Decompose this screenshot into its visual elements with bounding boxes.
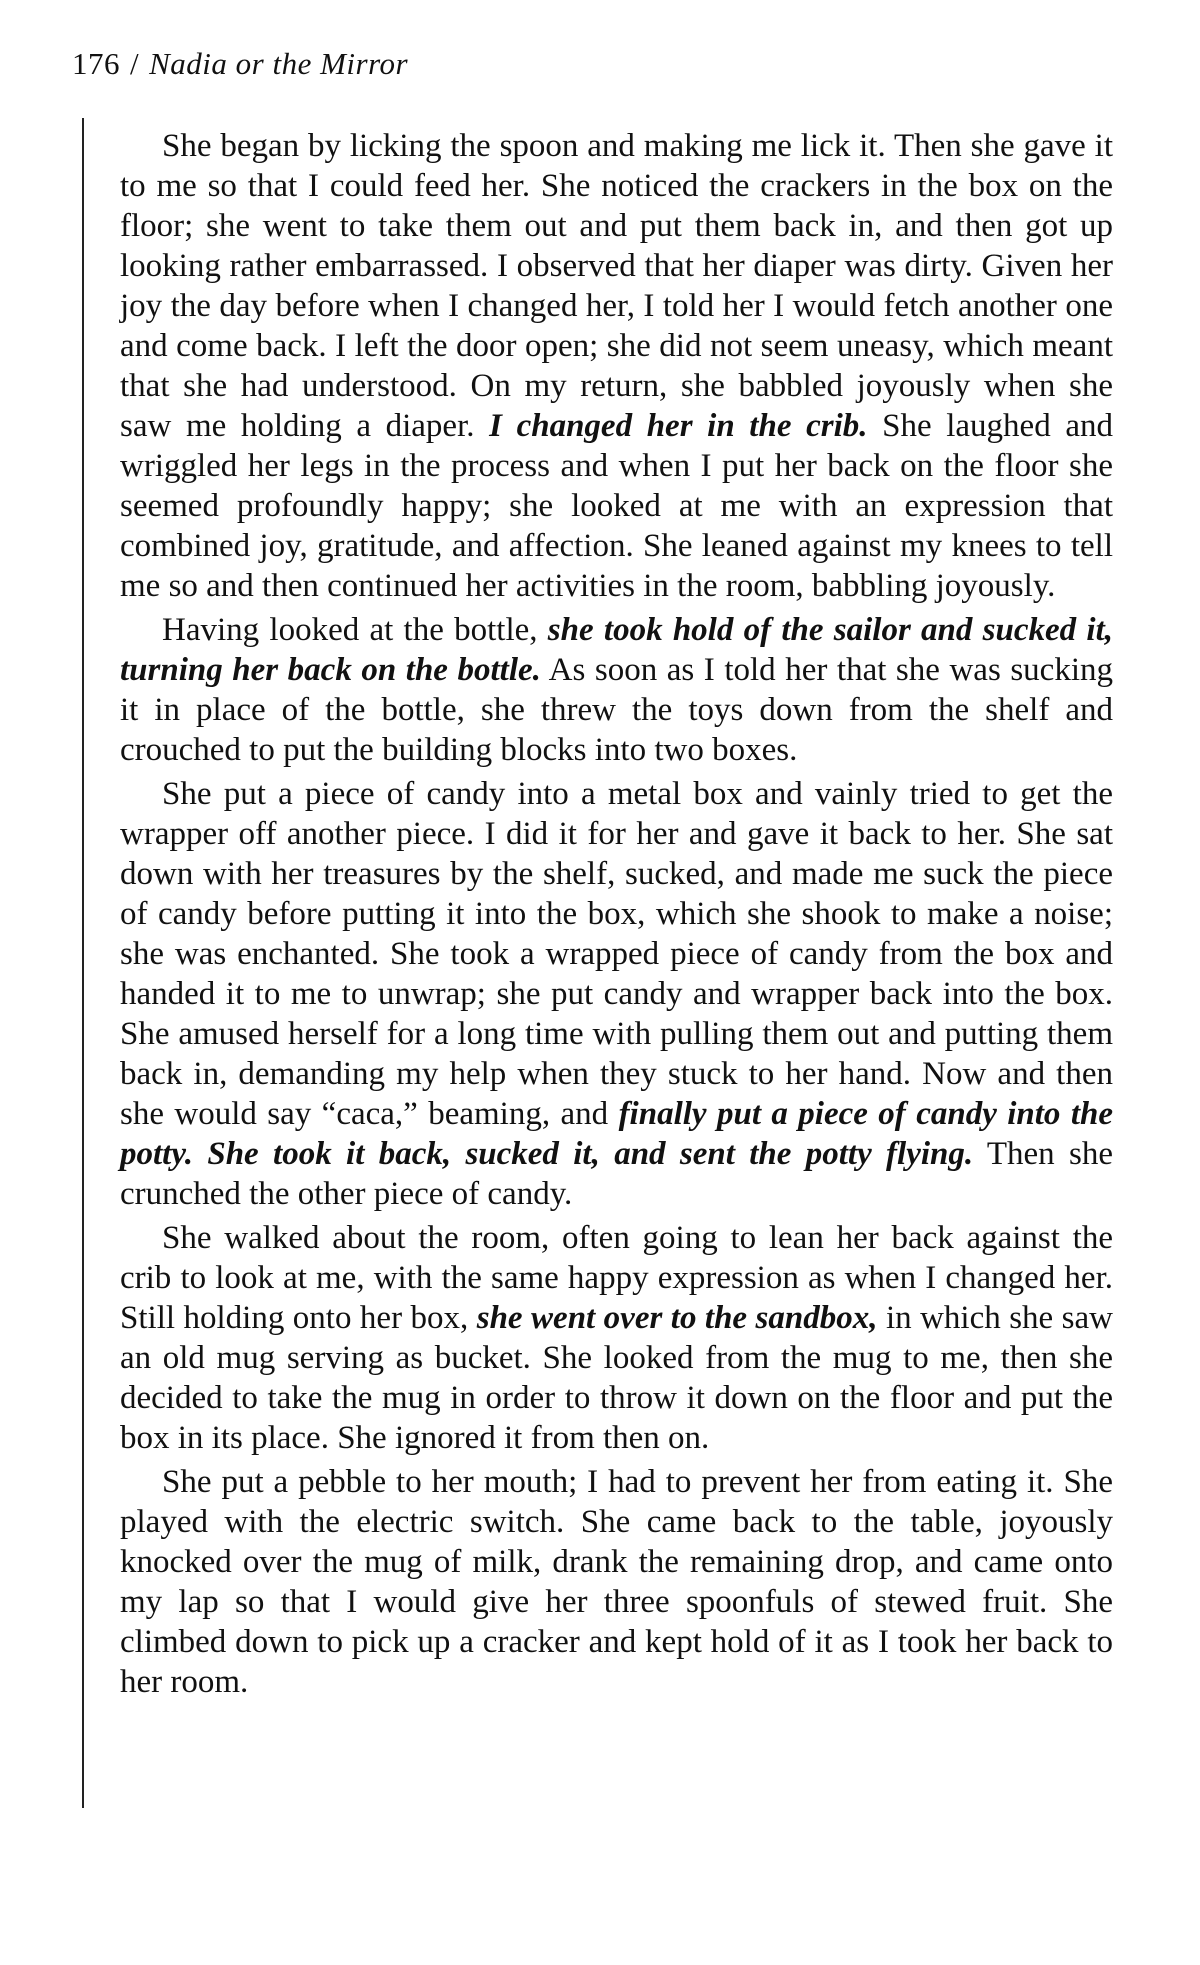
emphasized-text: finally put a piece of candy into the potty. She took it back, sucked it, and sent the potty flying. — [120, 1096, 1114, 1172]
emphasized-text: I changed her in the crib. — [489, 408, 868, 444]
text-run: She laughed and wriggled her legs in the process and when I put her back on the floor she seemed profoundly happy; she looked at me with an expression that combined joy, gratitude, and affection. She leaned against my knees to tell me so and then continued her activities in the room, babbling joyously. — [120, 408, 1113, 604]
text-run: Having looked at the bottle, — [162, 612, 548, 648]
text-run: She put a pebble to her mouth; I had to prevent her from eating it. She played with the electric switch. She came back to the table, joyously knocked over the mug of milk, drank the remaining drop, and came onto my lap so that I would give her three spoonfuls of stewed fruit. She climbed down to pick up a cracker and kept hold of it as I took her back to her room. — [120, 1464, 1113, 1700]
body-text — [120, 126, 1113, 1706]
paragraph — [120, 774, 1113, 1214]
header-separator: / — [130, 46, 140, 81]
text-run: She began by licking the spoon and making me lick it. Then she gave it to me so that I could feed her. She noticed the crackers in the box on the floor; she went to take them out and put them back in, and then got up looking rather embarrassed. I observed that her diaper was dirty. Given her joy the day before when I changed her, I told her I would fetch another one and come back. I left the door open; she did not seem uneasy, which meant that she had understood. On my return, she babbled joyously when she saw me holding a diaper. — [120, 128, 1113, 444]
page-number: 176 — [72, 46, 120, 81]
paragraph — [120, 1218, 1113, 1458]
paragraph — [120, 610, 1113, 770]
emphasized-text: she took hold of the sailor and sucked it, turning her back on the bottle. — [120, 612, 1114, 688]
text-run: Then she crunched the other piece of candy. — [120, 1136, 1113, 1212]
paragraph — [120, 126, 1113, 606]
margin-rule — [82, 118, 84, 1808]
text-run: She put a piece of candy into a metal box and vainly tried to get the wrapper off another piece. I did it for her and gave it back to her. She sat down with her treasures by the shelf, sucked, and made me suck the piece of candy before putting it into the box, which she shook to make a noise; she was enchanted. She took a wrapped piece of candy from the box and handed it to me to unwrap; she put candy and wrapper back into the box. She amused herself for a long time with pulling them out and putting them back in, demanding my help when they stuck to her hand. Now and then she would say “caca,” beaming, and — [120, 776, 1113, 1132]
text-run: As soon as I told her that she was sucking it in place of the bottle, she threw the toys down from the shelf and crouched to put the building blocks into two boxes. — [120, 652, 1113, 768]
book-title: Nadia or the Mirror — [149, 46, 409, 81]
text-run: She walked about the room, often going to lean her back against the crib to look at me, with the same happy expression as when I changed her. Still holding onto her box, — [120, 1220, 1113, 1336]
text-run: in which she saw an old mug serving as bucket. She looked from the mug to me, then she decided to take the mug in order to throw it down on the floor and put the box in its place. She ignored it from then on. — [120, 1300, 1113, 1456]
paragraph — [120, 1462, 1113, 1702]
running-header — [72, 44, 408, 84]
emphasized-text: she went over to the sandbox, — [476, 1300, 878, 1336]
